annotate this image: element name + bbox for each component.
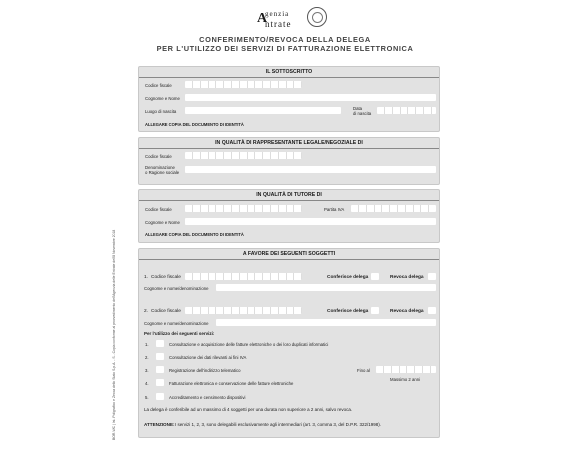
service-4-label: Fatturazione elettronica e conservazione delle fatture elettroniche [169,381,294,386]
codice-fiscale-label: Codice fiscale [145,154,172,159]
soggetto-1-cf-field[interactable] [185,273,302,280]
service-1-number: 1. [145,342,149,347]
soggetto-1-cf-label: Codice fiscale [151,275,181,280]
service-2-number: 2. [145,355,149,360]
denominazione-field[interactable] [185,166,436,173]
soggetto-1-conferisce-label: Conferisce delega [327,275,369,280]
soggetto-1-revoca-label: Revoca delega [390,275,424,280]
service-1-label: Consultazione e acquisizione delle fatture elettroniche o dei loro duplicati informatici [169,342,329,347]
codice-fiscale-field[interactable] [185,152,302,159]
service-2-checkbox[interactable] [156,353,164,360]
section-rappresentante-header: IN QUALITÀ DI RAPPRESENTANTE LEGALE/NEGOZIALE DI [215,140,363,146]
republic-emblem-icon [307,7,327,27]
codice-fiscale-label: Codice fiscale [145,207,172,212]
soggetto-1-conferisce-checkbox[interactable] [371,273,379,280]
soggetto-2-conferisce-label: Conferisce delega [327,309,369,314]
data-nascita-label-2: di nascita [353,111,372,116]
denominazione-label-1: Denominazione [145,165,175,170]
soggetto-2-revoca-checkbox[interactable] [428,307,436,314]
massimo-label: Massimo 2 anni [390,377,421,382]
service-5-checkbox[interactable] [156,393,164,400]
soggetto-2-conferisce-checkbox[interactable] [371,307,379,314]
allegare-note-2: ALLEGARE COPIA DEL DOCUMENTO DI IDENTITÀ [145,232,244,237]
fino-al-label: Fino al [357,368,370,373]
cognome-nome-field[interactable] [185,218,436,225]
soggetto-2-revoca-label: Revoca delega [390,309,424,314]
codice-fiscale-field[interactable] [185,81,302,88]
attenzione-label: ATTENZIONE: [144,422,175,427]
cognome-nome-label: Cognome e Nome [145,96,180,101]
section-tutore-header: IN QUALITÀ DI TUTORE DI [256,192,322,198]
form-title-line2: PER L'UTILIZZO DEI SERVIZI DI FATTURAZIONE ELETTRONICA [156,44,414,53]
section-rappresentante [138,137,440,185]
form-title-line1: CONFERIMENTO/REVOCA DELLA DELEGA [199,35,371,44]
soggetto-1-name-field[interactable] [216,284,436,291]
servizi-title: Per l'utilizzo dei seguenti servizi: [144,331,215,336]
section-sottoscritto [138,66,440,132]
section-tutore [138,189,440,243]
section-soggetti [138,248,440,438]
section-soggetti-header: A FAVORE DEI SEGUENTI SOGGETTI [242,251,336,257]
soggetto-2-cf-label: Codice fiscale [151,309,181,314]
codice-fiscale-field[interactable] [185,205,302,212]
service-3-number: 3. [145,368,149,373]
soggetto-2-name-label: Cognome e nome/denominazione [144,321,209,326]
soggetto-1-name-label: Cognome e nome/denominazione [144,286,209,291]
partita-iva-field[interactable] [351,205,436,212]
service-5-number: 5. [145,395,149,400]
cognome-nome-label: Cognome e Nome [145,220,180,225]
service-4-number: 4. [145,381,149,386]
soggetto-2-name-field[interactable] [216,319,436,326]
service-3-checkbox[interactable] [156,366,164,373]
delega-note: La delega è conferibile ad un massimo di 4 soggetti per una durata non superiore a 2 anni, salvo revoca. [144,407,353,412]
service-5-label: Accreditamento e censimento dispositivi [169,395,246,400]
luogo-nascita-field[interactable] [185,107,341,114]
denominazione-label-2: o Ragione sociale [145,170,180,175]
service-2-label: Consultazione dei dati rilevanti ai fini IVA [169,355,247,360]
cognome-nome-field[interactable] [185,94,436,101]
logo-line2: ntrate [265,19,292,29]
fino-al-date-field[interactable] [376,366,436,373]
luogo-nascita-label: Luogo di nascita [145,109,177,114]
attenzione-text: I servizi 1, 2, 3, sono delegabili esclusivamente agli intermediari (art. 3, comma 3, del D.P.R. 322/1998). [175,422,382,427]
logo-line1: genzia [265,10,290,18]
codice-fiscale-label: Codice fiscale [145,83,172,88]
data-nascita-field[interactable] [377,107,436,114]
service-4-checkbox[interactable] [156,379,164,386]
section-sottoscritto-header: IL SOTTOSCRITTO [265,69,313,75]
partita-iva-label: Partita IVA [324,207,345,212]
soggetto-2-number: 2. [144,309,149,314]
soggetto-1-revoca-checkbox[interactable] [428,273,436,280]
side-vertical-text [112,220,122,440]
service-3-label: Registrazione dell'indirizzo telematico [169,368,241,373]
data-nascita-label-1: Data [353,106,363,111]
soggetto-2-cf-field[interactable] [185,307,302,314]
logo-initial: A [257,11,268,26]
soggetto-1-number: 1. [144,275,149,280]
allegare-note-1: ALLEGARE COPIA DEL DOCUMENTO DI IDENTITÀ [145,122,244,127]
agenzia-entrate-logo [257,7,327,33]
side-text: BOR-WC | Ist. Poligrafico e Zecca dello Stato S.p.A. - S - Copia conforme al provvedimento dell'Agenzia delle Entrate dell'8 Novembre 2018 [112,229,116,440]
service-1-checkbox[interactable] [156,340,164,347]
